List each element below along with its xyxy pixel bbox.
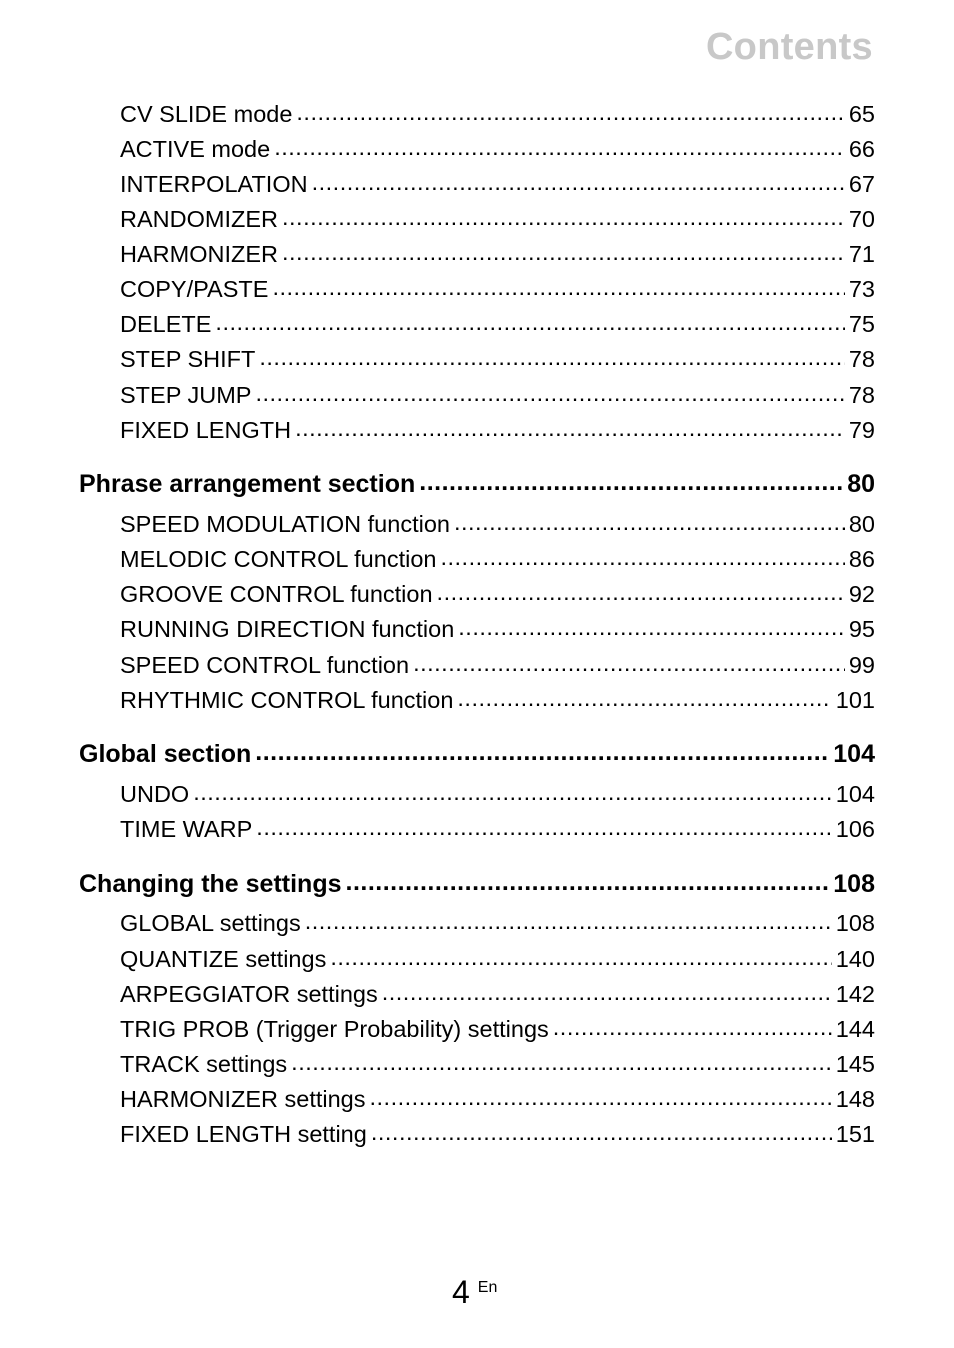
toc-entry-title: COPY/PASTE <box>120 275 269 302</box>
toc-entry-harmonizer-settings[interactable] <box>120 1083 875 1113</box>
toc-entry-title: CV SLIDE mode <box>120 100 293 127</box>
toc-section-phrase-arrangement[interactable] <box>79 467 875 499</box>
toc-entry-title: HARMONIZER settings <box>120 1085 366 1112</box>
toc-entry-title: TRACK settings <box>120 1050 288 1077</box>
toc-entry-delete[interactable] <box>120 308 875 338</box>
toc-entry-active-mode[interactable] <box>120 133 875 163</box>
toc-entry-title: STEP SHIFT <box>120 345 256 372</box>
toc-entry-title: GLOBAL settings <box>120 909 301 936</box>
dot-leader <box>382 978 832 1002</box>
toc-entry-page: 70 <box>848 205 875 232</box>
toc-entry-title: GROOVE CONTROL function <box>120 580 433 607</box>
dot-leader <box>553 1013 832 1037</box>
dot-leader <box>282 203 845 227</box>
toc-entry-page: 142 <box>835 980 875 1007</box>
dot-leader <box>295 414 845 438</box>
toc-entry-title: HARMONIZER <box>120 240 278 267</box>
toc-entry-title: TIME WARP <box>120 815 253 842</box>
toc-section-title: Changing the settings <box>79 870 342 898</box>
toc-entry-page: 75 <box>848 310 875 337</box>
dot-leader <box>193 778 832 802</box>
dot-leader <box>346 867 830 892</box>
toc-entry-title: FIXED LENGTH <box>120 416 292 443</box>
toc-entry-cv-slide-mode[interactable] <box>120 98 875 128</box>
toc-entry-title: INTERPOLATION <box>120 170 308 197</box>
dot-leader <box>330 943 831 967</box>
toc-entry-step-jump[interactable] <box>120 379 875 409</box>
toc-entry-title: SPEED CONTROL function <box>120 651 410 678</box>
toc-entry-title: RUNNING DIRECTION function <box>120 615 455 642</box>
toc-entry-page: 145 <box>835 1050 875 1077</box>
toc-section-changing-settings[interactable] <box>79 867 875 899</box>
toc-entry-copy-paste[interactable] <box>120 273 875 303</box>
toc-entry-page: 106 <box>835 815 875 842</box>
toc-entry-title: SPEED MODULATION function <box>120 510 450 537</box>
page-title: Contents <box>705 26 873 68</box>
toc-entry-title: DELETE <box>120 310 212 337</box>
toc-entry-page: 79 <box>848 416 875 443</box>
toc-entry-page: 86 <box>848 545 875 572</box>
language-label: En <box>477 1279 498 1296</box>
dot-leader <box>274 133 845 157</box>
toc-entry-interpolation[interactable] <box>120 168 875 198</box>
toc-entry-page: 71 <box>848 240 875 267</box>
toc-entry-quantize-settings[interactable] <box>120 943 875 973</box>
toc-entry-page: 80 <box>848 510 875 537</box>
toc-entry-undo[interactable] <box>120 778 875 808</box>
dot-leader <box>413 649 845 673</box>
toc-entry-track-settings[interactable] <box>120 1048 875 1078</box>
dot-leader <box>282 238 845 262</box>
dot-leader <box>296 98 844 122</box>
toc-entry-page: 78 <box>848 381 875 408</box>
toc-entry-title: TRIG PROB (Trigger Probability) settings <box>120 1015 549 1042</box>
dot-leader <box>272 273 844 297</box>
dot-leader <box>457 684 831 708</box>
toc-entry-fixed-length-setting[interactable] <box>120 1118 875 1148</box>
dot-leader <box>458 613 845 637</box>
toc-entry-title: ARPEGGIATOR settings <box>120 980 378 1007</box>
toc-entry-page: 104 <box>835 780 875 807</box>
dot-leader <box>305 907 832 931</box>
toc-entry-trig-prob-settings[interactable] <box>120 1013 875 1043</box>
toc-entry-title: FIXED LENGTH setting <box>120 1120 367 1147</box>
toc-entry-global-settings[interactable] <box>120 907 875 937</box>
toc-section-page: 80 <box>847 470 875 498</box>
dot-leader <box>255 737 829 762</box>
toc-entry-arpeggiator-settings[interactable] <box>120 978 875 1008</box>
toc-entry-page: 78 <box>848 345 875 372</box>
toc-entry-page: 148 <box>835 1085 875 1112</box>
page-footer <box>452 1276 497 1308</box>
toc-entry-title: RANDOMIZER <box>120 205 278 232</box>
toc-entry-page: 101 <box>835 686 875 713</box>
dot-leader <box>256 813 831 837</box>
toc-entry-melodic-control[interactable] <box>120 543 875 573</box>
toc-entry-page: 144 <box>835 1015 875 1042</box>
dot-leader <box>437 578 845 602</box>
toc-entry-page: 73 <box>848 275 875 302</box>
dot-leader <box>215 308 844 332</box>
toc-entry-page: 95 <box>848 615 875 642</box>
dot-leader <box>370 1083 832 1107</box>
toc-entry-title: MELODIC CONTROL function <box>120 545 437 572</box>
dot-leader <box>255 379 844 403</box>
toc-entry-step-shift[interactable] <box>120 343 875 373</box>
toc-entry-title: QUANTIZE settings <box>120 945 327 972</box>
toc-section-title: Global section <box>79 740 252 768</box>
dot-leader <box>371 1118 832 1142</box>
toc-section-title: Phrase arrangement section <box>79 470 416 498</box>
toc-entry-groove-control[interactable] <box>120 578 875 608</box>
toc-entry-title: RHYTHMIC CONTROL function <box>120 686 454 713</box>
dot-leader <box>291 1048 832 1072</box>
toc-entry-harmonizer[interactable] <box>120 238 875 268</box>
dot-leader <box>419 467 843 492</box>
toc-entry-fixed-length[interactable] <box>120 414 875 444</box>
toc-entry-title: ACTIVE mode <box>120 135 271 162</box>
dot-leader <box>440 543 844 567</box>
toc-entry-speed-modulation[interactable] <box>120 508 875 538</box>
toc-entry-page: 140 <box>835 945 875 972</box>
dot-leader <box>312 168 845 192</box>
page-number: 4 <box>452 1274 470 1310</box>
toc-entry-page: 92 <box>848 580 875 607</box>
toc-entry-title: UNDO <box>120 780 190 807</box>
dot-leader <box>454 508 845 532</box>
toc-entry-page: 66 <box>848 135 875 162</box>
toc-entry-page: 65 <box>848 100 875 127</box>
toc-section-page: 104 <box>833 740 875 768</box>
toc-section-global[interactable] <box>79 737 875 769</box>
toc-entry-speed-control[interactable] <box>120 649 875 679</box>
toc-entry-title: STEP JUMP <box>120 381 252 408</box>
toc-entry-page: 99 <box>848 651 875 678</box>
dot-leader <box>259 343 844 367</box>
toc-entry-page: 108 <box>835 909 875 936</box>
toc-entry-randomizer[interactable] <box>120 203 875 233</box>
toc-entry-time-warp[interactable] <box>120 813 875 843</box>
toc-entry-page: 151 <box>835 1120 875 1147</box>
toc-entry-running-direction[interactable] <box>120 613 875 643</box>
toc-entry-rhythmic-control[interactable] <box>120 684 875 714</box>
toc-section-page: 108 <box>833 870 875 898</box>
toc-entry-page: 67 <box>848 170 875 197</box>
